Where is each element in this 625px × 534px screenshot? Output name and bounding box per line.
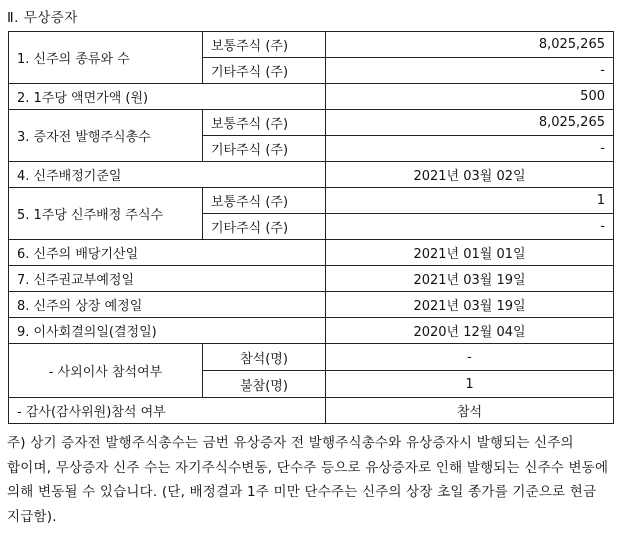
table-row <box>9 162 614 188</box>
sub-label: 기타주식 (주) <box>203 214 326 240</box>
table-row <box>9 188 614 214</box>
sub-label: 참석(명) <box>203 344 326 371</box>
section-title: Ⅱ. 무상증자 <box>7 10 78 26</box>
value-cell: 500 <box>326 84 614 110</box>
table-row <box>9 32 614 58</box>
row-label: 3. 증자전 발행주식총수 <box>9 110 203 162</box>
row-label: - 감사(감사위원)참석 여부 <box>9 398 326 424</box>
row-label: 7. 신주권교부예정일 <box>9 266 326 292</box>
table-row <box>9 398 614 424</box>
table-row <box>9 84 614 110</box>
value-cell: - <box>326 136 614 162</box>
value-cell: 2021년 01월 01일 <box>326 240 614 266</box>
value-cell: 8,025,265 <box>326 32 614 58</box>
value-cell: 1 <box>326 188 614 214</box>
row-label: 5. 1주당 신주배정 주식수 <box>9 188 203 240</box>
row-label: - 사외이사 참석여부 <box>9 344 203 398</box>
table-row <box>9 110 614 136</box>
row-label: 9. 이사회결의일(결정일) <box>9 318 326 344</box>
sub-label: 기타주식 (주) <box>203 136 326 162</box>
table-row <box>9 318 614 344</box>
sub-label: 보통주식 (주) <box>203 188 326 214</box>
row-label: 4. 신주배정기준일 <box>9 162 326 188</box>
table-row <box>9 344 614 371</box>
sub-label: 보통주식 (주) <box>203 110 326 136</box>
bonus-issue-table <box>8 31 614 424</box>
table-row <box>9 266 614 292</box>
value-cell: 2020년 12월 04일 <box>326 318 614 344</box>
row-label: 6. 신주의 배당기산일 <box>9 240 326 266</box>
value-cell: - <box>326 58 614 84</box>
sub-label: 기타주식 (주) <box>203 58 326 84</box>
value-cell: 2021년 03월 19일 <box>326 266 614 292</box>
value-cell: 2021년 03월 02일 <box>326 162 614 188</box>
row-label: 8. 신주의 상장 예정일 <box>9 292 326 318</box>
sub-label: 불참(명) <box>203 371 326 398</box>
row-label: 2. 1주당 액면가액 (원) <box>9 84 326 110</box>
value-cell: 1 <box>326 371 614 398</box>
value-cell: - <box>326 344 614 371</box>
sub-label: 보통주식 (주) <box>203 32 326 58</box>
table-row <box>9 292 614 318</box>
row-label: 1. 신주의 종류와 수 <box>9 32 203 84</box>
value-cell: 8,025,265 <box>326 110 614 136</box>
table-row <box>9 240 614 266</box>
value-cell: - <box>326 214 614 240</box>
value-cell: 참석 <box>326 398 614 424</box>
footnote: 주) 상기 증자전 발행주식총수는 금번 유상증자 전 발행주식총수와 유상증자시 발행되는 신주의 합이며, 무상증자 신주 수는 자기주식수변동, 단수주 등으로 유상증자로 인해 발행되는 신주수 변동에 의해 변동될 수 있습니다. (단, 배정결과 1주 미만 단수주는 신주의 상장 초일 종가를 기준으로 현금 지급함). <box>7 435 609 525</box>
value-cell: 2021년 03월 19일 <box>326 292 614 318</box>
